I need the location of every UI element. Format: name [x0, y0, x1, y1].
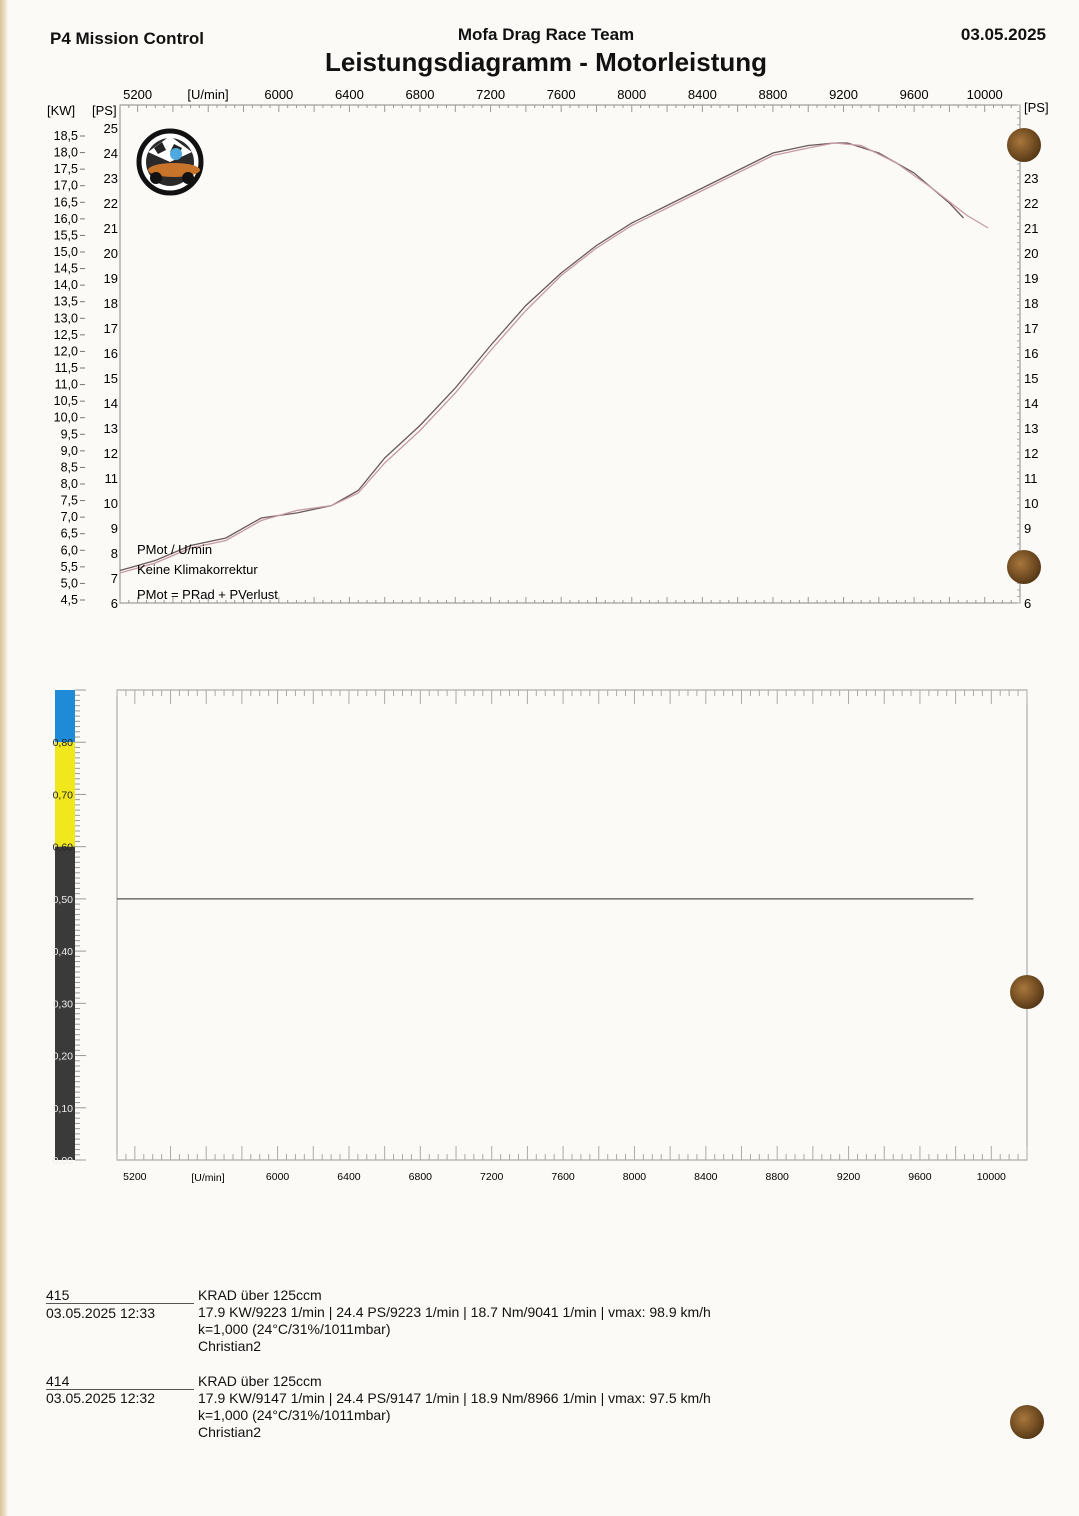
kw-tick-label: 12,0 [53, 344, 78, 359]
ps-tick-label: 15 [103, 371, 118, 386]
right-ps-tick-label: 23 [1024, 171, 1039, 186]
kw-tick-label: 9,0 [60, 443, 78, 458]
chart-annotation: PMot / U/min [137, 542, 213, 557]
right-axis-label: [PS] [1024, 100, 1049, 115]
right-ps-tick-label: 10 [1024, 496, 1039, 511]
ps-tick-label: 21 [103, 221, 118, 236]
header-left-title: P4 Mission Control [50, 29, 204, 48]
kw-tick-label: 13,5 [53, 294, 78, 309]
run-stats: 17.9 KW/9223 1/min | 24.4 PS/9223 1/min | 18.7 Nm/9041 1/min | vmax: 98.9 km/h [198, 1304, 711, 1320]
x-tick-label: 5200 [123, 87, 153, 102]
kw-tick-label: 10,5 [53, 394, 78, 409]
kw-tick-label: 8,5 [60, 460, 78, 475]
right-ps-tick-label: 20 [1024, 246, 1039, 261]
kw-tick-label: 5,0 [60, 576, 78, 591]
x-tick-label: 6800 [408, 1171, 433, 1183]
right-ps-tick-label: 18 [1024, 296, 1039, 311]
page-title: Leistungsdiagramm - Motorleistung [324, 47, 768, 77]
kw-tick-label: 7,5 [60, 493, 78, 508]
kw-tick-label: 6,0 [60, 543, 78, 558]
right-ps-tick-label: 9 [1024, 521, 1032, 536]
run-conditions: k=1,000 (24°C/31%/1011mbar) [198, 1407, 391, 1423]
x-tick-label: 8400 [694, 1171, 718, 1183]
ps-tick-label: 9 [110, 521, 118, 536]
punch-hole [1010, 1405, 1044, 1439]
lambda-tick-label: 0,80 [52, 737, 73, 750]
x-axis-unit-label: [U/min] [191, 1172, 225, 1184]
punch-hole [1010, 975, 1044, 1009]
right-ps-tick-label: 17 [1024, 321, 1039, 336]
ps-tick-label: 16 [103, 346, 118, 361]
kw-tick-label: 10,0 [53, 410, 78, 425]
kw-tick-label: 16,5 [53, 195, 78, 210]
kw-axis-label: [KW] [47, 103, 76, 118]
lambda-tick-label: 0,50 [52, 893, 73, 906]
x-tick-label: 6400 [334, 87, 364, 102]
ps-tick-label: 6 [110, 596, 118, 611]
ps-tick-label: 20 [103, 246, 118, 261]
run-id: 414 [46, 1373, 194, 1390]
x-tick-label: 5200 [123, 1171, 147, 1183]
run-timestamp: 03.05.2025 12:32 [46, 1390, 155, 1406]
right-ps-tick-label: 11 [1024, 471, 1038, 486]
right-ps-tick-label: 12 [1024, 446, 1039, 461]
run-id: 415 [46, 1287, 194, 1304]
header-date: 03.05.2025 [960, 25, 1046, 44]
ps-tick-label: 12 [103, 446, 118, 461]
x-tick-label: 7600 [551, 1171, 575, 1183]
ps-tick-label: 19 [103, 271, 118, 286]
x-tick-label: 9200 [836, 1171, 861, 1183]
kw-tick-label: 17,5 [53, 162, 78, 177]
x-tick-label: 8400 [687, 87, 717, 102]
run-rider: Christian2 [198, 1338, 262, 1354]
x-tick-label: 10000 [966, 87, 1003, 102]
kw-tick-label: 14,5 [53, 261, 78, 276]
team-logo [132, 122, 212, 202]
x-tick-label: 6400 [337, 1171, 361, 1183]
right-ps-tick-label: 14 [1024, 396, 1039, 411]
ps-tick-label: 10 [103, 496, 118, 511]
x-tick-label: 8000 [617, 87, 647, 102]
kw-tick-label: 12,5 [53, 327, 78, 342]
ps-tick-label: 13 [103, 421, 118, 436]
ps-tick-label: 7 [110, 571, 118, 586]
lambda-tick-label: 0,00 [52, 1155, 73, 1167]
ps-tick-label: 14 [103, 396, 118, 411]
kw-tick-label: 15,0 [53, 245, 78, 259]
run-class: KRAD über 125ccm [198, 1287, 322, 1303]
lambda-tick-label: 0,70 [52, 789, 73, 802]
ps-tick-label: 8 [110, 546, 118, 561]
ps-axis-label: [PS] [92, 103, 117, 118]
x-tick-label: 7600 [546, 87, 576, 102]
kw-tick-label: 16,0 [53, 211, 78, 226]
header-team-name: Mofa Drag Race Team [457, 25, 635, 44]
kw-tick-label: 5,5 [60, 559, 78, 574]
kw-tick-label: 6,5 [60, 526, 78, 541]
kw-tick-label: 18,5 [53, 129, 78, 143]
ps-tick-label: 17 [103, 321, 118, 336]
right-ps-tick-label: 16 [1024, 346, 1039, 361]
right-ps-tick-label: 13 [1024, 421, 1039, 436]
x-tick-label: 7200 [480, 1171, 504, 1183]
chart-annotation: Keine Klimakorrektur [137, 562, 258, 577]
ps-tick-label: 24 [103, 146, 118, 161]
ps-tick-label: 18 [103, 296, 118, 311]
kw-tick-label: 4,5 [60, 593, 78, 607]
x-axis-unit-label: [U/min] [187, 87, 229, 102]
ps-tick-label: 11 [104, 471, 118, 486]
kw-tick-label: 7,0 [60, 510, 78, 525]
lambda-tick-label: 0,60 [52, 841, 73, 854]
x-tick-label: 7200 [476, 87, 506, 102]
ps-tick-label: 22 [103, 196, 118, 211]
lambda-tick-label: 0,10 [52, 1102, 73, 1115]
run-stats: 17.9 KW/9147 1/min | 24.4 PS/9147 1/min | 18.9 Nm/8966 1/min | vmax: 97.5 km/h [198, 1390, 711, 1406]
kw-tick-label: 11,0 [54, 377, 78, 392]
x-tick-label: 9600 [908, 1171, 932, 1183]
punch-hole [1007, 550, 1041, 584]
kw-tick-label: 13,0 [53, 311, 78, 326]
lambda-tick-label: 0,20 [52, 1050, 73, 1063]
right-ps-tick-label: 19 [1024, 271, 1039, 286]
run-rider: Christian2 [198, 1424, 262, 1440]
right-ps-tick-label: 21 [1024, 221, 1039, 236]
ps-tick-label: 25 [103, 121, 118, 136]
x-tick-label: 10000 [976, 1171, 1006, 1183]
kw-tick-label: 18,0 [53, 145, 78, 160]
run-timestamp: 03.05.2025 12:33 [46, 1305, 155, 1321]
kw-tick-label: 14,0 [53, 278, 78, 293]
x-tick-label: 6000 [265, 1171, 290, 1183]
run-class: KRAD über 125ccm [198, 1373, 322, 1389]
run-conditions: k=1,000 (24°C/31%/1011mbar) [198, 1321, 391, 1337]
lambda-color-band [55, 690, 75, 742]
punch-hole [1007, 128, 1041, 162]
kw-tick-label: 15,5 [53, 228, 78, 243]
kw-tick-label: 11,5 [54, 361, 78, 375]
x-tick-label: 9200 [829, 87, 858, 102]
x-tick-label: 8800 [765, 1171, 789, 1183]
plot-frame [117, 690, 1027, 1160]
x-tick-label: 6000 [264, 87, 294, 102]
kw-tick-label: 9,5 [60, 427, 78, 442]
x-tick-label: 6800 [405, 87, 435, 102]
ps-tick-label: 23 [103, 171, 118, 186]
x-tick-label: 9600 [899, 87, 929, 102]
lambda-tick-label: 0,40 [52, 946, 73, 959]
lambda-tick-label: 0,30 [52, 998, 73, 1011]
right-ps-tick-label: 22 [1024, 196, 1039, 211]
x-tick-label: 8800 [758, 87, 788, 102]
x-tick-label: 8000 [622, 1171, 647, 1183]
right-ps-tick-label: 6 [1024, 596, 1032, 611]
right-ps-tick-label: 15 [1024, 371, 1039, 386]
kw-tick-label: 17,0 [53, 178, 78, 193]
kw-tick-label: 8,0 [60, 477, 78, 491]
chart-annotation: PMot = PRad + PVerlust [137, 587, 278, 602]
